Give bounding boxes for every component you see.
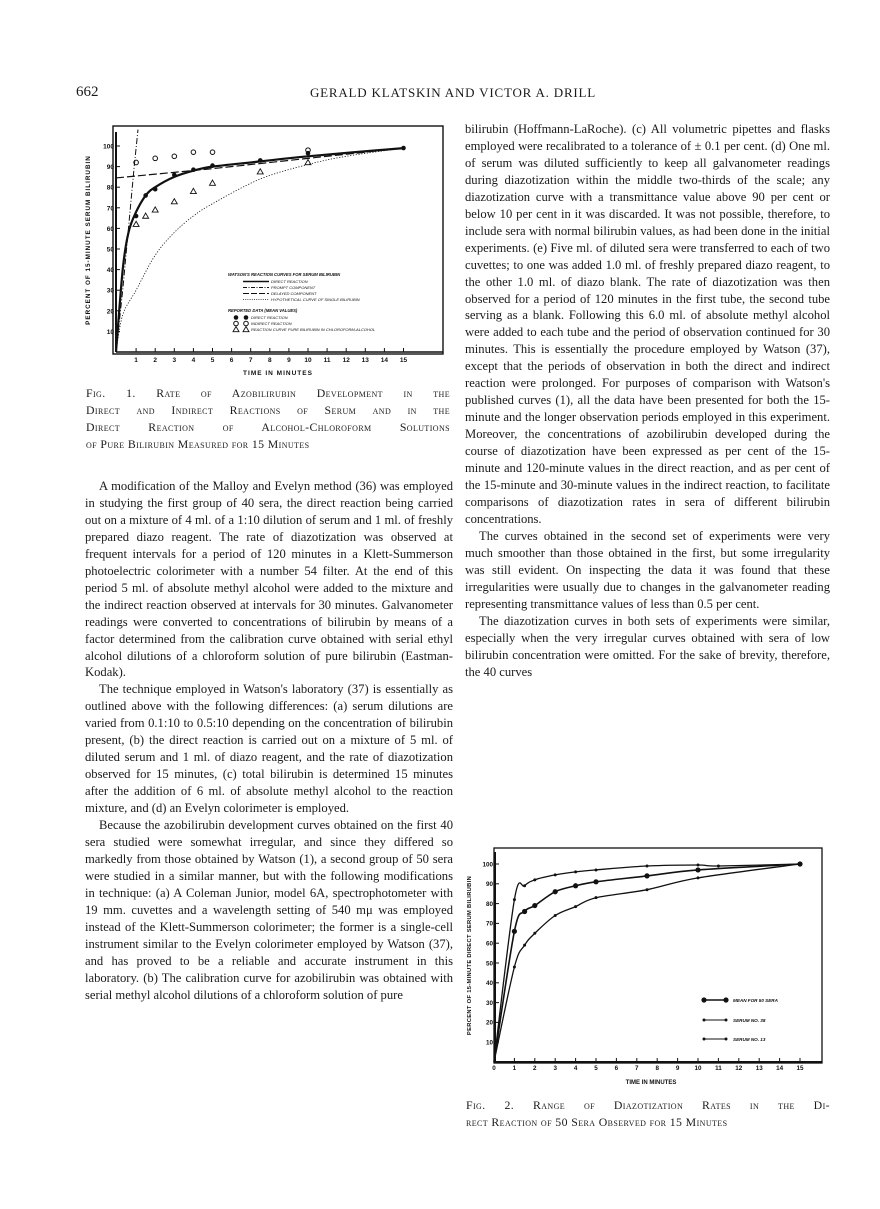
data-point-marker <box>190 188 196 193</box>
y-tick-label: 10 <box>485 1039 493 1047</box>
y-tick-label: 50 <box>485 960 493 968</box>
y-tick-label: 40 <box>106 267 114 275</box>
paragraph: The diazotization curves in both sets of experiments were similar, especially when the very irregular curves obtained with sera of low bilirubin concentration were omitted. For the sake of brevity, therefore, the 40 curves <box>465 613 830 679</box>
x-tick-label: 5 <box>594 1065 598 1072</box>
data-point-marker <box>644 873 649 878</box>
x-tick-label: 2 <box>533 1065 537 1072</box>
x-tick-label: 14 <box>776 1065 784 1072</box>
curve-line <box>494 864 800 1062</box>
y-tick-label: 70 <box>106 205 114 213</box>
x-tick-label: 15 <box>399 357 408 364</box>
data-point-marker <box>210 180 216 185</box>
data-point-marker <box>703 1038 706 1041</box>
x-tick-label: 7 <box>635 1065 639 1072</box>
data-point-marker <box>695 867 700 872</box>
legend-label: PROMPT COMPONENT <box>271 285 316 290</box>
data-point-marker <box>646 888 649 891</box>
x-tick-label: 14 <box>380 357 389 364</box>
data-point-marker <box>533 878 536 881</box>
y-tick-label: 40 <box>485 980 493 988</box>
data-point-marker <box>573 883 578 888</box>
data-point-marker <box>554 873 557 876</box>
y-tick-label: 60 <box>485 940 493 948</box>
data-point-marker <box>522 909 527 914</box>
x-tick-label: 13 <box>755 1065 763 1072</box>
x-tick-label: 2 <box>153 357 158 364</box>
paragraph: A modification of the Malloy and Evelyn method (36) was employed in studying the first group of 40 sera, the direct reaction being carried out on a mixture of 4 ml. of a 1:10 dilution of serum and 1 ml. of freshly prepared diazo reagent. The rate of diazotization was observed at frequent intervals for a period of 120 minutes in a Klett-Summerson photoelectric colorimeter with a number 54 filter. At the end of this period 5 ml. of absolute methyl alcohol were added to the mixture and the indirect reaction observed at intervals for 30 minutes. Galvanometer readings were converted to concentrations of bilirubin by means of a factor determined from the calibration curve obtained with serial ethyl alcohol dilutions of a chloroform solution of pure bilirubin (Eastman-Kodak). <box>85 479 453 680</box>
x-tick-label: 13 <box>361 357 369 364</box>
x-tick-label: 15 <box>796 1065 804 1072</box>
data-point-marker <box>513 965 516 968</box>
data-point-marker <box>512 929 517 934</box>
data-point-marker <box>244 315 249 320</box>
x-tick-label: 5 <box>210 357 215 364</box>
data-point-marker <box>725 1019 728 1022</box>
x-tick-label: 11 <box>323 357 331 364</box>
x-tick-label: 0 <box>492 1065 496 1072</box>
legend-label: DIRECT REACTION <box>251 315 288 320</box>
data-point-marker <box>595 896 598 899</box>
x-tick-label: 4 <box>573 1065 578 1072</box>
legend-label: INDIRECT REACTION <box>251 321 292 326</box>
caption-line: rect Reaction of 50 Sera Observed for 15 Minutes <box>466 1115 728 1129</box>
figure-2 <box>458 840 838 1086</box>
curve-line <box>116 148 404 178</box>
legend-label: HYPOTHETICAL CURVE OF SINGLE BILIRUBIN <box>271 297 360 302</box>
data-point-marker <box>171 199 177 204</box>
running-head: GERALD KLATSKIN AND VICTOR A. DRILL <box>309 85 597 100</box>
x-tick-label: 12 <box>735 1065 743 1072</box>
left-column <box>85 478 453 1004</box>
x-tick-label: 12 <box>342 357 350 364</box>
data-point-marker <box>172 154 177 159</box>
data-point-marker <box>257 169 263 174</box>
x-tick-label: 6 <box>229 357 234 364</box>
y-tick-label: 70 <box>485 920 493 928</box>
curve-line <box>116 130 138 352</box>
data-point-marker <box>243 327 249 332</box>
paragraph: bilirubin (Hoffmann-LaRoche). (c) All volumetric pipettes and flasks employed were recalibrated to a tolerance of ± 0.1 per cent. (d) One ml. of serum was diluted sufficiently to keep all galvanometer readings during diazotization within the middle two-thirds of the scale; any diazotization curve with a transmittance value above 90 per cent or below 10 per cent in it was discarded. It was not possible, therefore, to include sera with normal bilirubin values, as had been done in the initial experiments. (e) Five ml. of diluted sera were transferred to each of two cuvettes; to one was added 1.0 ml. of freshly prepared diazo reagent, to the other 1.0 ml. of diazo blank. The rate of diazotization was then observed for a period of 120 minutes in the first tube, the second tube serving as a blank. Following this 6.0 ml. of absolute methyl alcohol were added to each tube and the period of observation continued for 30 minutes. This is essentially the procedure employed by Watson (37), except that the periods of observation in both the direct and indirect reaction were prolonged. For purposes of comparison with Watson's published curves (1), all the data have been presented for both the 15-minute and the longer observation periods employed in this experiment. Moreover, the concentrations of azobilirubin developed during the course of diazotization have been expressed as per cent of the 15-minute and 120-minute values in the direct reaction, and as per cent of the 15-minute and 30-minute values in the indirect reaction, to facilitate comparisons of diazotization rates in sera of different bilirubin concentrations. <box>465 122 830 526</box>
data-point-marker <box>143 193 148 198</box>
data-point-marker <box>210 150 215 155</box>
x-tick-label: 1 <box>134 357 138 364</box>
data-point-marker <box>513 898 516 901</box>
y-tick-label: 90 <box>485 881 493 889</box>
x-axis-label: TIME IN MINUTES <box>625 1080 677 1086</box>
y-tick-label: 50 <box>106 246 114 254</box>
data-point-marker <box>191 150 196 155</box>
data-point-marker <box>799 863 802 866</box>
x-tick-label: 8 <box>267 357 272 364</box>
legend-label: SERUM NO. 38 <box>733 1017 766 1023</box>
caption-line: of Pure Bilirubin Measured for 15 Minutes <box>86 437 310 451</box>
data-point-marker <box>153 156 158 161</box>
data-point-marker <box>523 884 526 887</box>
figure-1-chart <box>78 118 458 380</box>
data-point-marker <box>553 889 558 894</box>
data-point-marker <box>153 187 158 192</box>
y-tick-label: 20 <box>106 308 114 316</box>
data-point-marker <box>723 997 728 1002</box>
data-point-marker <box>305 159 311 164</box>
data-point-marker <box>532 903 537 908</box>
y-tick-label: 20 <box>485 1019 493 1027</box>
right-column <box>465 121 830 680</box>
x-tick-label: 7 <box>248 357 253 364</box>
x-tick-label: 4 <box>191 357 196 364</box>
x-tick-label: 8 <box>655 1065 659 1072</box>
data-point-marker <box>244 321 249 326</box>
data-point-marker <box>191 167 196 172</box>
x-axis-label: TIME IN MINUTES <box>243 370 313 377</box>
x-tick-label: 3 <box>553 1065 557 1072</box>
caption-line: Fig. 1. Rate of Azobilirubin Development in the <box>86 386 450 400</box>
data-point-marker <box>210 163 215 168</box>
legend-title: WATSON'S REACTION CURVES FOR SERUM BILIRUBIN <box>228 272 341 277</box>
data-point-marker <box>172 173 177 178</box>
data-point-marker <box>233 327 239 332</box>
figure-2-chart <box>458 840 838 1086</box>
paragraph: The curves obtained in the second set of experiments were very much smoother than those obtained in the first, but some irregularity was still evident. On inspecting the data it was found that these irregularities were usually due to changes in the galvanometer reading representing transmittance values of less than 0.5 per cent. <box>465 528 830 611</box>
x-tick-label: 11 <box>715 1065 722 1072</box>
data-point-marker <box>574 870 577 873</box>
x-tick-label: 1 <box>512 1065 517 1072</box>
caption-line: Direct and Indirect Reactions of Serum and in the <box>86 403 450 417</box>
page-header <box>76 84 830 104</box>
y-tick-label: 100 <box>103 143 114 151</box>
y-tick-label: 90 <box>106 164 114 172</box>
data-point-marker <box>134 214 139 219</box>
figure-1-caption <box>86 385 450 453</box>
y-tick-label: 30 <box>485 999 493 1007</box>
legend-data-title: REPORTED DATA (MEAN VALUES) <box>228 308 298 313</box>
legend-label: DELAYED COMPONENT <box>271 291 317 296</box>
curve-line <box>494 864 800 1062</box>
y-axis-label: PERCENT OF 15-MINUTE SERUM BILIRUBIN <box>85 155 92 325</box>
x-tick-label: 10 <box>304 357 312 364</box>
x-tick-label: 10 <box>694 1065 702 1072</box>
curve-line <box>494 864 800 1062</box>
data-point-marker <box>697 876 700 879</box>
data-point-marker <box>234 315 239 320</box>
y-axis-label: PERCENT OF 15-MINUTE DIRECT SERUM BILIRUBIN <box>467 875 473 1036</box>
data-point-marker <box>133 221 139 226</box>
paragraph: Because the azobilirubin development curves obtained on the first 40 sera studied were somewhat irregular, and since they differed so markedly from those obtained by Watson (1), a second group of 50 sera were studied in a similar manner, but with the following modifications in technique: (a) A Coleman Junior, model 6A, spectrophotometer with 19 mm. cuvettes and a wavelength setting of 540 mμ was employed instead of the Klett-Summerson colorimeter; the former is a single-cell instrument similar to the Evelyn colorimeter employed by Watson (37), and has proved to be a reliable and accurate instrument in this laboratory. (b) The calibration curve for azobilirubin was obtained with serial methyl alcohol dilutions of a chloroform solution of pure <box>85 818 453 1002</box>
data-point-marker <box>717 864 720 867</box>
x-tick-label: 9 <box>287 357 291 364</box>
legend-label: MEAN FOR 50 SERA <box>733 997 778 1003</box>
y-tick-label: 80 <box>106 184 114 192</box>
data-point-marker <box>143 213 149 218</box>
caption-line: Fig. 2. Range of Diazotization Rates in the Di- <box>466 1098 830 1112</box>
y-tick-label: 10 <box>106 328 114 336</box>
data-point-marker <box>234 321 239 326</box>
y-tick-label: 100 <box>482 861 493 869</box>
data-point-marker <box>574 905 577 908</box>
y-tick-label: 60 <box>106 225 114 233</box>
caption-line: Direct Reaction of Alcohol-Chloroform Solutions <box>86 420 450 434</box>
x-tick-label: 9 <box>675 1065 680 1072</box>
data-point-marker <box>697 863 700 866</box>
legend-label: REACTION CURVE PURE BILIRUBIN IN CHLOROFORM-ALCOHOL <box>251 327 376 332</box>
data-point-marker <box>258 158 263 163</box>
data-point-marker <box>725 1038 728 1041</box>
page-number: 662 <box>76 84 99 100</box>
paragraph: The technique employed in Watson's laboratory (37) is essentially as outlined above with the following differences: (a) serum dilutions are varied from 0.1:10 to 0.5:10 depending on the concentration of bilirubin present, (b) the direct reaction is carried out on a mixture of 5 ml. of diluted serum and 1 ml. of diazo reagent, and the rate of diazotization observed for 15 minutes, (c) total bilirubin is determined 15 minutes after the addition of 6 ml. of absolute methyl alcohol to the reaction mixture, and (d) an Evelyn colorimeter is employed. <box>85 682 453 816</box>
y-tick-label: 80 <box>485 900 493 908</box>
data-point-marker <box>595 868 598 871</box>
data-point-marker <box>554 914 557 917</box>
x-tick-label: 6 <box>614 1065 619 1072</box>
data-point-marker <box>646 864 649 867</box>
data-point-marker <box>703 1019 706 1022</box>
figure-1 <box>78 118 458 380</box>
data-point-marker <box>533 932 536 935</box>
data-point-marker <box>523 944 526 947</box>
data-point-marker <box>401 146 406 151</box>
legend-label: DIRECT REACTION <box>271 279 308 284</box>
plot-frame <box>494 848 822 1063</box>
x-tick-label: 3 <box>172 357 177 364</box>
figure-2-caption <box>466 1097 830 1131</box>
data-point-marker <box>701 997 706 1002</box>
data-point-marker <box>593 879 598 884</box>
data-point-marker <box>152 207 158 212</box>
y-tick-label: 30 <box>106 287 114 295</box>
legend-label: SERUM NO. 13 <box>733 1036 766 1042</box>
